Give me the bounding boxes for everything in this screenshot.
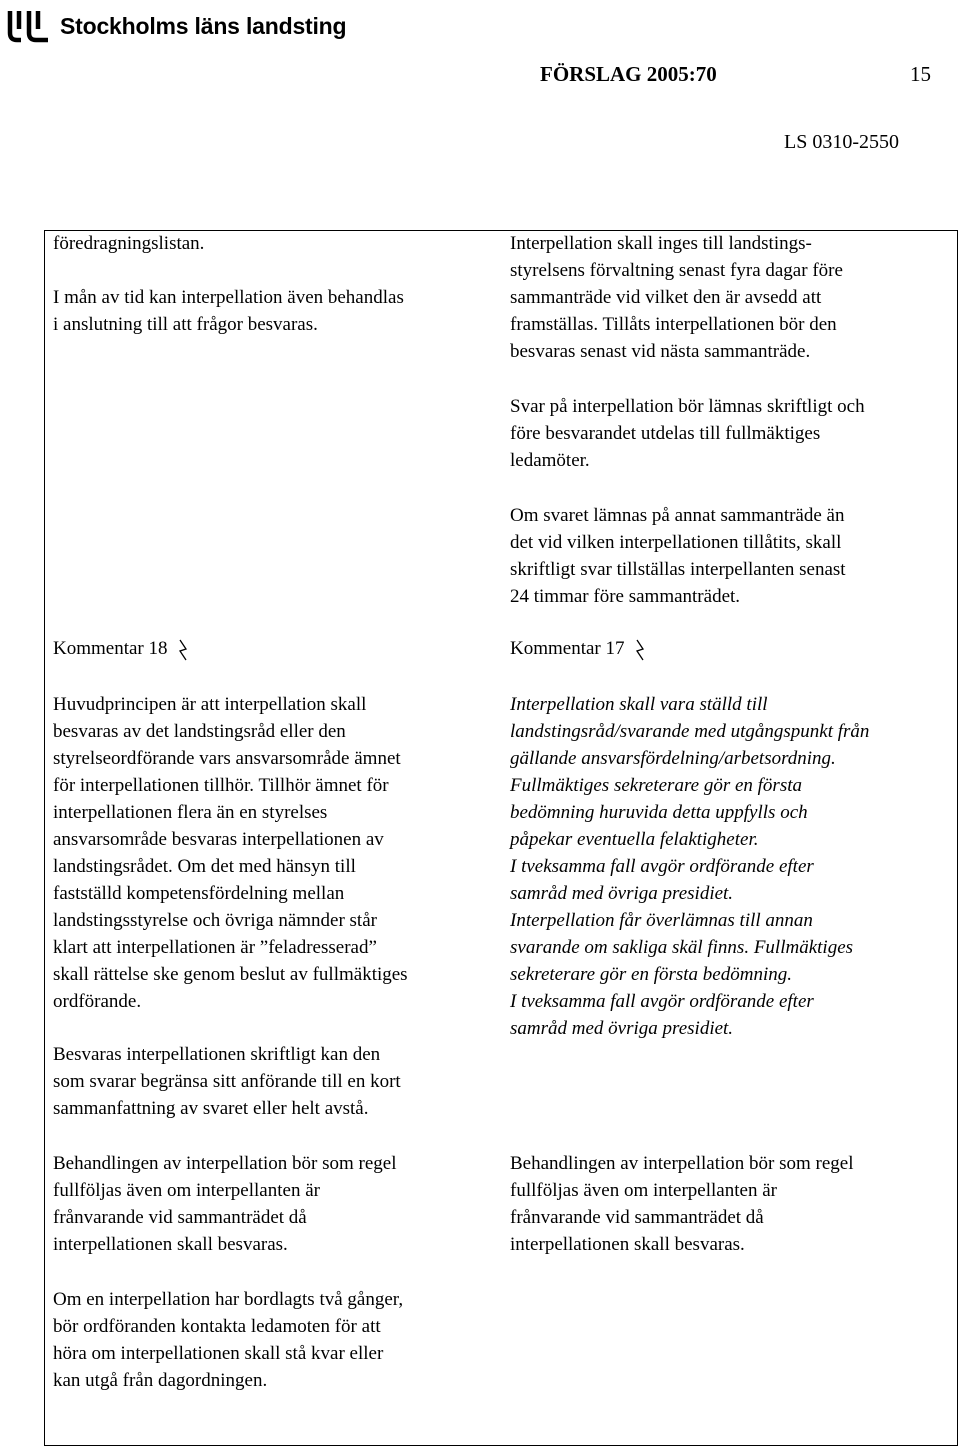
left-paragraph-2-line: Besvaras interpellationen skriftligt kan den [53, 1044, 381, 1065]
right-paragraph-2-line: Svar på interpellation bör lämnas skriftligt och [510, 396, 865, 417]
right-italic-line: samråd med övriga presidiet. [510, 883, 734, 904]
left-paragraph-3-line: fullföljas även om interpellanten är [53, 1180, 320, 1201]
right-italic-line: sekreterare gör en första bedömning. [510, 964, 792, 985]
right-paragraph-3-line: Om svaret lämnas på annat sammanträde än [510, 505, 845, 526]
left-comment-line: interpellationen flera än en styrelses [53, 802, 328, 823]
right-paragraph-3-line: skriftligt svar tillställas interpellanten senast [510, 559, 846, 580]
left-paragraph-4-line: höra om interpellationen skall stå kvar eller [53, 1343, 384, 1364]
right-italic-line: påpekar eventuella felaktigheter. [510, 829, 759, 850]
reference-number: LS 0310-2550 [784, 131, 899, 153]
left-comment-line: landstingsrådet. Om det med hänsyn till [53, 856, 356, 877]
right-paragraph-1-line: sammanträde vid vilket den är avsedd att [510, 287, 822, 308]
left-comment-line: Huvudprincipen är att interpellation skall [53, 694, 367, 715]
right-paragraph-4-line: frånvarande vid sammanträdet då [510, 1207, 764, 1228]
left-comment-line: landstingsstyrelse och övriga nämnder står [53, 910, 377, 931]
right-italic-line: Interpellation skall vara ställd till [510, 694, 768, 715]
left-intro-line: föredragningslistan. [53, 233, 205, 254]
left-paragraph-4-line: kan utgå från dagordningen. [53, 1370, 268, 1391]
comment-18-label: Kommentar 18 [53, 638, 168, 659]
right-paragraph-4-line: interpellationen skall besvaras. [510, 1234, 745, 1255]
organization-logo [4, 6, 346, 46]
left-comment-line: klart att interpellationen är ”feladresserad” [53, 937, 377, 958]
left-paragraph-2-line: som svarar begränsa sitt anförande till en kort [53, 1071, 401, 1092]
right-italic-line: I tveksamma fall avgör ordförande efter [510, 856, 814, 877]
left-comment-line: skall rättelse ske genom beslut av fullmäktiges [53, 964, 408, 985]
right-paragraph-1-line: Interpellation skall inges till landstings- [510, 233, 812, 254]
document-title: FÖRSLAG 2005:70 [540, 62, 717, 86]
right-italic-line: Fullmäktiges sekreterare gör en första [510, 775, 802, 796]
left-comment-line: ordförande. [53, 991, 142, 1012]
right-paragraph-2-line: före besvarandet utdelas till fullmäktiges [510, 423, 821, 444]
right-paragraph-4-line: fullföljas även om interpellanten är [510, 1180, 777, 1201]
sll-logo-icon [4, 9, 50, 43]
comment-marker-icon [635, 639, 645, 661]
comment-17-label: Kommentar 17 [510, 638, 625, 659]
comment-17-heading [510, 636, 645, 663]
right-italic-line: svarande om sakliga skäl finns. Fullmäktiges [510, 937, 854, 958]
left-paragraph-3-line: interpellationen skall besvaras. [53, 1234, 288, 1255]
right-paragraph-1-line: framställas. Tillåts interpellationen bör den [510, 314, 837, 335]
comment-marker-icon [178, 639, 188, 661]
right-paragraph-1-line: besvaras senast vid nästa sammanträde. [510, 341, 811, 362]
right-paragraph-2-line: ledamöter. [510, 450, 590, 471]
right-paragraph-4-line: Behandlingen av interpellation bör som regel [510, 1153, 854, 1174]
right-italic-line: bedömning huruvida detta uppfylls och [510, 802, 808, 823]
left-comment-line: ansvarsområde besvaras interpellationen av [53, 829, 384, 850]
comment-18-heading [53, 636, 188, 663]
left-comment-line: besvaras av det landstingsråd eller den [53, 721, 346, 742]
logo-text: Stockholms läns landsting [60, 12, 347, 39]
left-paragraph-2-line: sammanfattning av svaret eller helt avstå. [53, 1098, 369, 1119]
right-italic-line: gällande ansvarsfördelning/arbetsordning. [510, 748, 836, 769]
left-comment-line: för interpellationen tillhör. Tillhör ämnet för [53, 775, 389, 796]
left-paragraph-4-line: bör ordföranden kontakta ledamoten för att [53, 1316, 381, 1337]
left-paragraph-3-line: frånvarande vid sammanträdet då [53, 1207, 307, 1228]
right-paragraph-1-line: styrelsens förvaltning senast fyra dagar före [510, 260, 843, 281]
right-italic-line: landstingsråd/svarande med utgångspunkt från [510, 721, 870, 742]
left-paragraph-3-line: Behandlingen av interpellation bör som regel [53, 1153, 397, 1174]
right-italic-line: Interpellation får överlämnas till annan [510, 910, 813, 931]
left-paragraph-line: I mån av tid kan interpellation även behandlas [53, 287, 404, 308]
right-paragraph-3-line: det vid vilken interpellationen tillåtits, skall [510, 532, 842, 553]
left-paragraph-4-line: Om en interpellation har bordlagts två gånger, [53, 1289, 404, 1310]
right-italic-line: samråd med övriga presidiet. [510, 1018, 734, 1039]
page-number: 15 [910, 62, 931, 86]
left-comment-line: fastställd kompetensfördelning mellan [53, 883, 345, 904]
right-paragraph-3-line: 24 timmar före sammanträdet. [510, 586, 741, 607]
right-italic-line: I tveksamma fall avgör ordförande efter [510, 991, 814, 1012]
left-comment-line: styrelseordförande vars ansvarsområde ämnet [53, 748, 401, 769]
left-paragraph-line: i anslutning till att frågor besvaras. [53, 314, 318, 335]
